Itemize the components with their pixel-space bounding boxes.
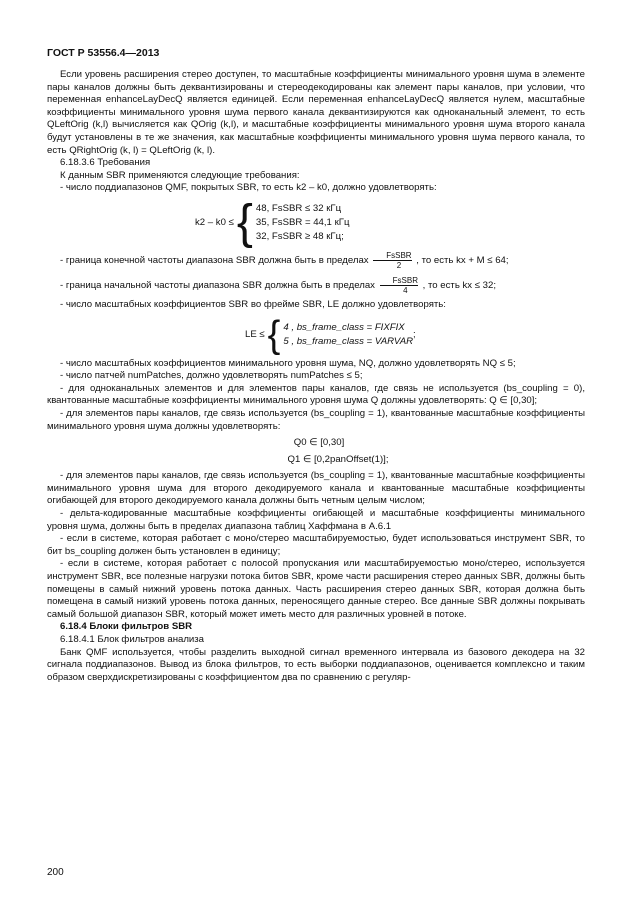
req2-tail: , то есть kx + M ≤ 64; [416, 254, 509, 266]
requirement-coupling: - для элементов пары каналов, где связь используется (bs_coupling = 1), квантованные масштабные коэффициенты минимального уровня шума должны удовлетворять: [47, 407, 585, 432]
requirement-bandwidth-scalability: - если в системе, которая работает с полосой пропускания или масштабируемостью моно/стерео, используется инструмент SBR, все полезные нагрузки потока битов SBR, кроме части расширения стерео данных SBR, должны быть помещены в самый нижний уровень потока данных. Часть расширения стерео данных SBR, которая должна быть помещена в самый низкий уровень потока данных, переносящего данные стерео. Все данные SBR должны покрывать самый большой диапазон SBR, который может иметь место для различных уровней в потоке. [47, 558, 585, 620]
eq1-case-1: 48, FsSBR ≤ 32 кГц [255, 202, 342, 214]
requirement-subbands: - число поддиапазонов QMF, покрытых SBR, то есть k2 – k0, должно удовлетворять: [60, 182, 437, 194]
section-6-18-3-6: 6.18.3.6 Требования [60, 157, 151, 169]
fraction-numerator: FsSBR [380, 276, 418, 286]
fraction-denominator: 2 [396, 260, 402, 270]
requirement-mono-stereo: - если в системе, которая работает с моно/стерео масштабируемостью, будет использоваться инструмент SBR, то бит bs_coupling должен быть установлен в единицу; [47, 533, 585, 557]
requirement-end-frequency [47, 251, 585, 270]
paragraph-qmf-bank: Банк QMF используется, чтобы разделить выходной сигнал временного интервала из базового декодера на 32 сигнала поддиапазонов. Вывод из блока фильтров, то есть выборки поддиапазонов, оценивается комплексно и таким образом сверхдискретизированы с коэффициентом два по сравнению с регуляр- [47, 646, 585, 683]
eq1-case-2: 35, FsSBR = 44,1 кГц [255, 216, 350, 228]
eq2-cases [283, 321, 413, 349]
requirement-huffman: - дельта-кодированные масштабные коэффициенты огибающей и масштабные коэффициенты минимального уровня шума, должны быть в пределах диапазона таблиц Хаффмана в А.6.1 [47, 508, 585, 532]
section-6-18-4-1: 6.18.4.1 Блок фильтров анализа [60, 634, 205, 645]
eq2-brace: { [267, 313, 281, 356]
requirement-even-integers: - для элементов пары каналов, где связь используется (bs_coupling = 1), квантованные масштабные коэффициенты минимального уровня шума для второго декодируемого канала и квантованные масштабные коэффициенты огибающей для второго декодируемого канала должны быть четным целым числом; [47, 470, 585, 507]
requirement-start-frequency [47, 276, 585, 295]
paragraph-stereo-extension: Если уровень расширения стерео доступен, то масштабные коэффициенты минимального уровня шума в элементе пары каналов должны быть деквантизированы и стереодекодированы как элемент пары каналов, при условии, что переменная enhanceLayDecQ является единицей. Если переменная enhanceLayDecQ является нулем, масштабные коэффициенты минимального уровня шума первого канала деквантизируются как одноканальный элемент, то есть QLeftOrig (k,l) вычисляется как QOrig (k,l), и масштабные коэффициенты минимального уровня шума второго канала будут установлены в те же значения, как масштабные коэффициенты минимального уровня шума первого канала, то есть QRightOrig (k, l) = QLeftOrig (k, l). [47, 69, 585, 156]
eq1-brace: { [236, 195, 253, 249]
equation-q0: Q0 ∈ [0,30] [293, 437, 345, 449]
eq2-lhs: LE ≤ [245, 329, 265, 341]
fraction-numerator: FsSBR [373, 251, 411, 261]
req2-text: - граница конечной частоты диапазона SBR должна быть в пределах [60, 254, 369, 266]
eq1-cases [256, 202, 350, 244]
equation-subbands [195, 195, 585, 249]
requirement-single-channel: - для одноканальных элементов и для элементов пары каналов, где связь не используется (bs_coupling = 0), квантованные масштабные коэффициенты минимального уровня шума Q должны удовлетворять: Q ∈ [0,30]; [47, 382, 585, 407]
req3-text: - граница начальной частоты диапазона SBR должна быть в пределах [60, 279, 375, 291]
eq1-lhs: k2 – k0 ≤ [195, 217, 234, 229]
req3-tail: , то есть kx ≤ 32; [422, 279, 497, 291]
equation-le [245, 313, 585, 356]
requirement-scale-factors: - число масштабных коэффициентов SBR во фрейме SBR, LE должно удовлетворять: [60, 298, 446, 310]
equation-q1: Q1 ∈ [0,2panOffset(1)]; [287, 453, 389, 465]
eq2-case-2: 5 , bs_frame_class = VARVAR [283, 335, 414, 347]
fraction-denominator: 4 [403, 285, 408, 295]
requirements-intro: К данным SBR применяются следующие требования: [60, 169, 300, 181]
requirement-patches: - число патчей numPatches, должно удовлетворять numPatches ≤ 5; [60, 370, 363, 382]
fraction-fs-4 [380, 276, 418, 295]
section-6-18-4: 6.18.4 Блоки фильтров SBR [60, 621, 193, 633]
eq2-tail: ; [413, 329, 416, 341]
document-header: ГОСТ Р 53556.4—2013 [47, 47, 160, 59]
page-number: 200 [47, 867, 64, 878]
eq2-case-1: 4 , bs_frame_class = FIXFIX [283, 321, 405, 333]
fraction-fs-2 [373, 251, 411, 270]
eq1-case-3: 32, FsSBR ≥ 48 кГц; [255, 230, 344, 242]
requirement-noise-floor-count: - число масштабных коэффициентов минимального уровня шума, NQ, должно удовлетворять NQ ≤ 5; [60, 357, 516, 369]
page-body [47, 69, 585, 684]
